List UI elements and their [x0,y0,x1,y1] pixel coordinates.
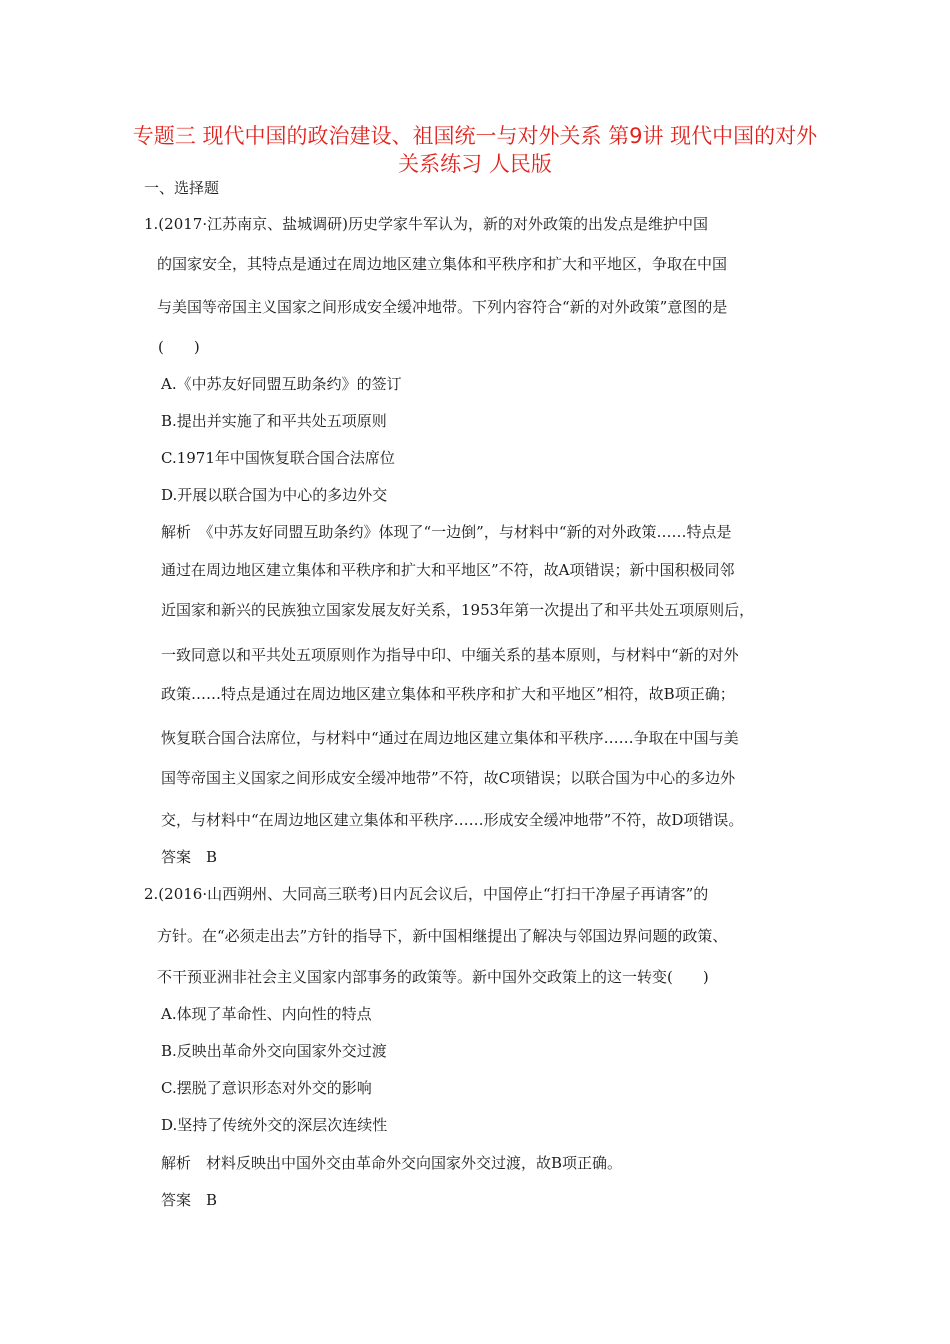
analysis-line: 解析 材料反映出中国外交由革命外交向国家外交过渡，故B项正确。 [161,1154,623,1172]
analysis-line: 国等帝国主义国家之间形成安全缓冲地带”不符，故C项错误；以联合国为中心的多边外 [161,769,736,787]
question-stem-line: 的国家安全，其特点是通过在周边地区建立集体和平秩序和扩大和平地区，争取在中国 [157,255,728,273]
analysis-line: 政策……特点是通过在周边地区建立集体和平秩序和扩大和平地区”相符，故B项正确； [161,685,735,703]
analysis-line: 通过在周边地区建立集体和平秩序和扩大和平地区”不符，故A项错误；新中国积极同邻 [161,561,735,579]
document-title: 专题三 现代中国的政治建设、祖国统一与对外关系 第9讲 现代中国的对外关系练习 人民版 [132,124,818,176]
option-d: D.开展以联合国为中心的多边外交 [161,486,388,504]
analysis-line: 交，与材料中“在周边地区建立集体和平秩序……形成安全缓冲地带”不符，故D项错误。 [161,811,744,829]
question-stem-line: 1.(2017·江苏南京、盐城调研)历史学家牛军认为，新的对外政策的出发点是维护中国 [144,215,708,233]
option-b: B.反映出革命外交向国家外交过渡 [161,1042,387,1060]
question-stem-line: 方针。在“必须走出去”方针的指导下，新中国相继提出了解决与邻国边界问题的政策、 [157,927,728,945]
analysis-line: 恢复联合国合法席位，与材料中“通过在周边地区建立集体和平秩序……争取在中国与美 [161,729,739,747]
answer-line: 答案 B [161,848,218,866]
section-heading: 一、选择题 [144,179,220,197]
answer-blank: ( ) [158,338,200,356]
option-b: B.提出并实施了和平共处五项原则 [161,412,387,430]
option-d: D.坚持了传统外交的深层次连续性 [161,1116,388,1134]
option-a: A.《中苏友好同盟互助条约》的签订 [161,375,402,393]
option-c: C.摆脱了意识形态对外交的影响 [161,1079,372,1097]
analysis-line: 一致同意以和平共处五项原则作为指导中印、中缅关系的基本原则，与材料中“新的对外 [161,646,739,664]
analysis-line: 解析 《中苏友好同盟互助条约》体现了“一边倒”，与材料中“新的对外政策……特点是 [161,523,732,541]
question-stem-line: 不干预亚洲非社会主义国家内部事务的政策等。新中国外交政策上的这一转变( ) [157,968,709,986]
question-stem-line: 与美国等帝国主义国家之间形成安全缓冲地带。下列内容符合“新的对外政策”意图的是 [157,298,728,316]
answer-line: 答案 B [161,1191,218,1209]
question-stem-line: 2.(2016·山西朔州、大同高三联考)日内瓦会议后，中国停止“打扫干净屋子再请客”的 [144,885,709,903]
option-c: C.1971年中国恢复联合国合法席位 [161,449,395,467]
analysis-line: 近国家和新兴的民族独立国家发展友好关系，1953年第一次提出了和平共处五项原则后， [161,601,755,619]
option-a: A.体现了革命性、内向性的特点 [161,1005,372,1023]
